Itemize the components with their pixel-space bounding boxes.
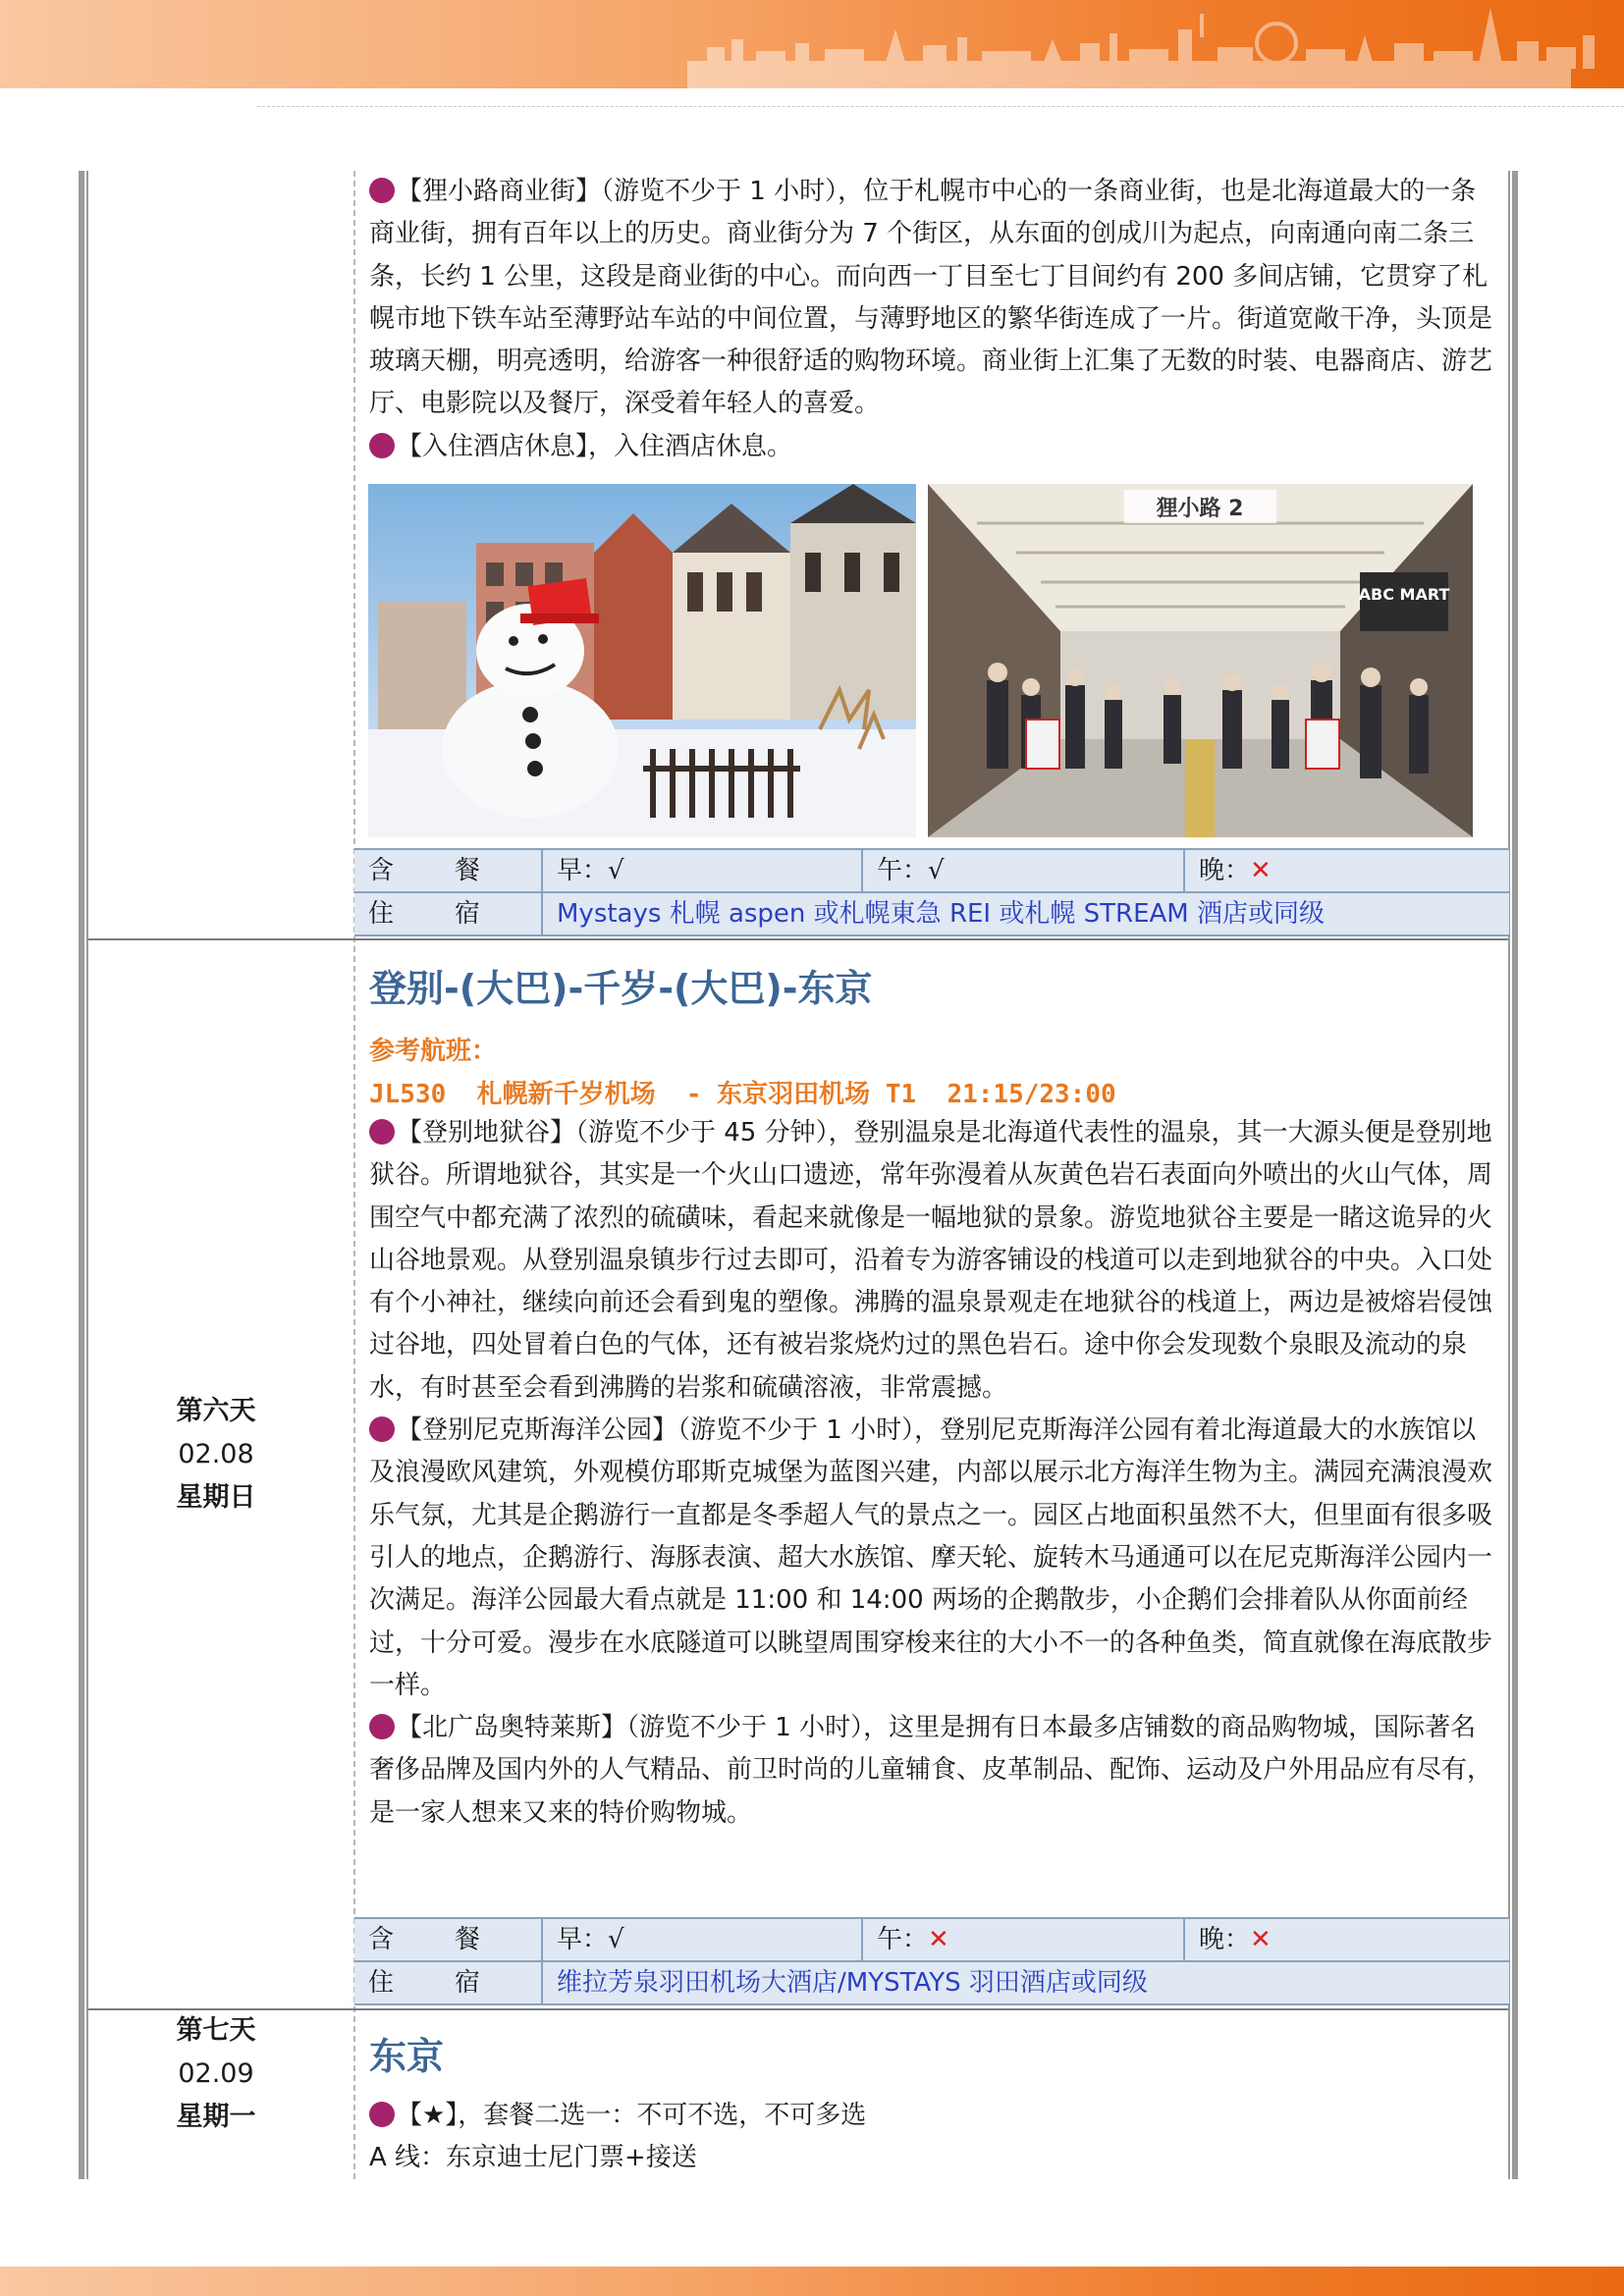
meals-label: 含 餐 <box>368 856 499 885</box>
arcade-sign: 狸小路 2 <box>1156 497 1244 521</box>
meals-row <box>354 1917 1509 1960</box>
frame-left-border-inner <box>86 171 88 2179</box>
lunch-status: 午：√ <box>877 856 945 885</box>
cross-icon: ✕ <box>1250 1925 1272 1954</box>
day-number: 第六天 <box>176 1396 256 1426</box>
footer-band <box>0 2267 1624 2296</box>
day6-label <box>137 1390 295 1520</box>
hotel-label: 住 宿 <box>368 1968 499 1998</box>
header-divider <box>257 106 1624 107</box>
day-date: 02.09 <box>178 2058 254 2089</box>
attraction-paragraph: 【登别尼克斯海洋公园】（游览不少于 1 小时），登别尼克斯海洋公园有着北海道最大的水族馆以及浪漫欧风建筑，外观模仿耶斯克城堡为蓝图兴建，内部以展示北方海洋生物为主。满园充满浪漫欢乐气氛，尤其是企鹅游行一直都是冬季超人气的景点之一。园区占地面积虽然不大，但里面有很多吸引人的地点，企鹅游行、海豚表演、超大水族馆、摩天轮、旋转木马通通可以在尼克斯海洋公园内一次满足。海洋公园最大看点就是 11:00 和 14:00 两场的企鹅散步，小企鹅们会排着队从你面前经过，十分可爱。漫步在水底隧道可以眺望周围穿梭来往的大小不一的各种鱼类，简直就像在海底散步一样。 <box>369 1415 1493 1700</box>
day5-meals-hotel <box>354 848 1509 936</box>
attraction-paragraph: 【狸小路商业街】（游览不少于 1 小时），位于札幌市中心的一条商业街，也是北海道最大的一条商业街，拥有百年以上的历史。商业街分为 7 个街区，从东面的创成川为起点，向南通向南二条三条，长约 1 公里，这段是商业街的中心。而向西一丁目至七丁目间约有 200 多间店铺，它贯穿了札幌市地下铁车站至薄野站车站的中间位置，与薄野地区的繁华街连成了一片。街道宽敞干净，头顶是玻璃天棚，明亮透明，给游客一种很舒适的购物环境。商业街上汇集了无数的时装、电器商店、游艺厅、电影院以及餐厅，深受着年轻人的喜爱。 <box>369 177 1493 419</box>
day6-title: 登别-(大巴)-千岁-(大巴)-东京 <box>369 967 873 1010</box>
day-separator <box>88 938 1508 940</box>
day5-description <box>369 171 1500 468</box>
flight-info: JL530 札幌新千岁机场 - 东京羽田机场 T1 21:15/23:00 <box>369 1080 1116 1109</box>
day6-meals-hotel <box>354 1917 1509 2005</box>
lunch-status: 午：✕ <box>877 1925 949 1954</box>
cross-icon: ✕ <box>1250 856 1272 885</box>
flight-label: 参考航班： <box>369 1037 498 1066</box>
bullet-dot-icon <box>369 1714 395 1739</box>
bullet-dot-icon <box>369 1416 395 1442</box>
frame-right-border <box>1512 171 1518 2179</box>
bullet-dot-icon <box>369 433 395 458</box>
attraction-paragraph: 【北广岛奥特莱斯】（游览不少于 1 小时），这里是拥有日本最多店铺数的商品购物城，国际著名奢侈品牌及国内外的人气精品、前卫时尚的儿童辅食、皮革制品、配饰、运动及户外用品应有尽有，是一家人想来又来的特价购物城。 <box>369 1713 1493 1828</box>
day-date: 02.08 <box>178 1439 254 1469</box>
dinner-status: 晚：✕ <box>1199 856 1272 885</box>
snowman-photo <box>368 484 916 837</box>
breakfast-status: 早：√ <box>557 1925 624 1954</box>
header-band <box>0 0 1624 88</box>
hotel-row <box>354 891 1509 936</box>
hotel-label: 住 宿 <box>368 899 499 929</box>
day-weekday: 星期日 <box>176 1482 256 1513</box>
city-skyline-icon <box>0 0 1624 88</box>
day-number: 第七天 <box>176 2015 256 2046</box>
store-sign: ABC MART <box>1358 585 1450 604</box>
shopping-arcade-photo <box>928 484 1473 837</box>
hotel-value: 维拉芳泉羽田机场大酒店/MYSTAYS 羽田酒店或同级 <box>557 1968 1148 1998</box>
day7-description <box>369 2095 1500 2180</box>
hotel-row <box>354 1960 1509 2005</box>
bullet-dot-icon <box>369 2102 395 2127</box>
hotel-value: Mystays 札幌 aspen 或札幌東急 REI 或札幌 STREAM 酒店或同级 <box>557 899 1325 929</box>
day-weekday: 星期一 <box>176 2102 256 2132</box>
day-separator <box>88 2008 1508 2010</box>
frame-right-border-inner <box>1508 171 1510 2179</box>
day6-description <box>369 1112 1500 1835</box>
dinner-status: 晚：✕ <box>1199 1925 1272 1954</box>
day7-label <box>137 2009 295 2139</box>
attraction-paragraph: 【登别地狱谷】（游览不少于 45 分钟），登别温泉是北海道代表性的温泉，其一大源头便是登别地狱谷。所谓地狱谷，其实是一个火山口遗迹，常年弥漫着从灰黄色岩石表面向外喷出的火山气体，周围空气中都充满了浓烈的硫磺味，看起来就像是一幅地狱的景象。游览地狱谷主要是一睹这诡异的火山谷地景观。从登别温泉镇步行过去即可，沿着专为游客铺设的栈道可以走到地狱谷的中央。入口处有个小神社，继续向前还会看到鬼的塑像。沸腾的温泉景观走在地狱谷的栈道上，两边是被熔岩侵蚀过谷地，四处冒着白色的气体，还有被岩浆烧灼过的黑色岩石。途中你会发现数个泉眼及流动的泉水，有时甚至会看到沸腾的岩浆和硫磺溶液，非常震撼。 <box>369 1118 1493 1403</box>
cross-icon: ✕ <box>928 1925 949 1954</box>
bullet-dot-icon <box>369 1119 395 1145</box>
meals-label: 含 餐 <box>368 1925 499 1954</box>
attraction-paragraph: A 线：东京迪士尼门票+接送 <box>369 2143 697 2173</box>
attraction-paragraph: 【入住酒店休息】，入住酒店休息。 <box>369 426 1500 468</box>
attraction-paragraph: 【★】，套餐二选一：不可不选，不可多选 <box>369 2095 1500 2137</box>
day7-title: 东京 <box>369 2035 445 2078</box>
meals-row <box>354 848 1509 891</box>
frame-left-border <box>79 171 84 2179</box>
breakfast-status: 早：√ <box>557 856 624 885</box>
bullet-dot-icon <box>369 178 395 203</box>
day-column-divider <box>353 171 355 2179</box>
